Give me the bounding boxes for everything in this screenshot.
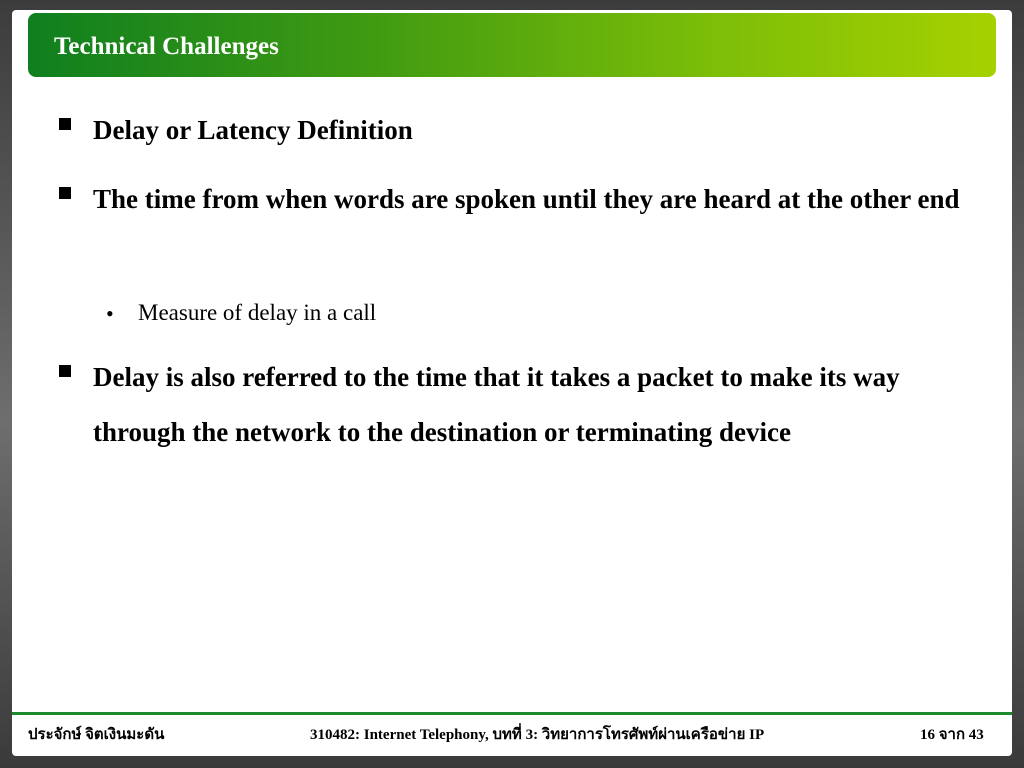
bullet-text: Delay or Latency Definition	[93, 115, 413, 145]
sub-bullet-marker: •	[106, 301, 114, 326]
sub-bullet-text: Measure of delay in a call	[138, 300, 377, 325]
footer-author: ประจักษ์ จิตเงินมะดัน	[28, 727, 165, 743]
square-bullet-icon	[59, 118, 71, 130]
square-bullet-icon	[59, 365, 71, 377]
slide-title: Technical Challenges	[54, 33, 279, 60]
footer-course: 310482: Internet Telephony, บทที่ 3: วิทยาการโทรศัพท์ผ่านเครือข่าย IP	[310, 727, 765, 743]
footer-page-number: 16 จาก 43	[920, 727, 984, 743]
title-bar	[28, 13, 996, 77]
footer-divider	[12, 712, 1012, 715]
square-bullet-icon	[59, 187, 71, 199]
bullet-text: The time from when words are spoken until they are heard at the other end	[93, 184, 960, 214]
slide	[12, 10, 1012, 756]
bullet-text: Delay is also referred to the time that it takes a packet to make its way through the network to the destination or terminating device	[93, 362, 900, 447]
